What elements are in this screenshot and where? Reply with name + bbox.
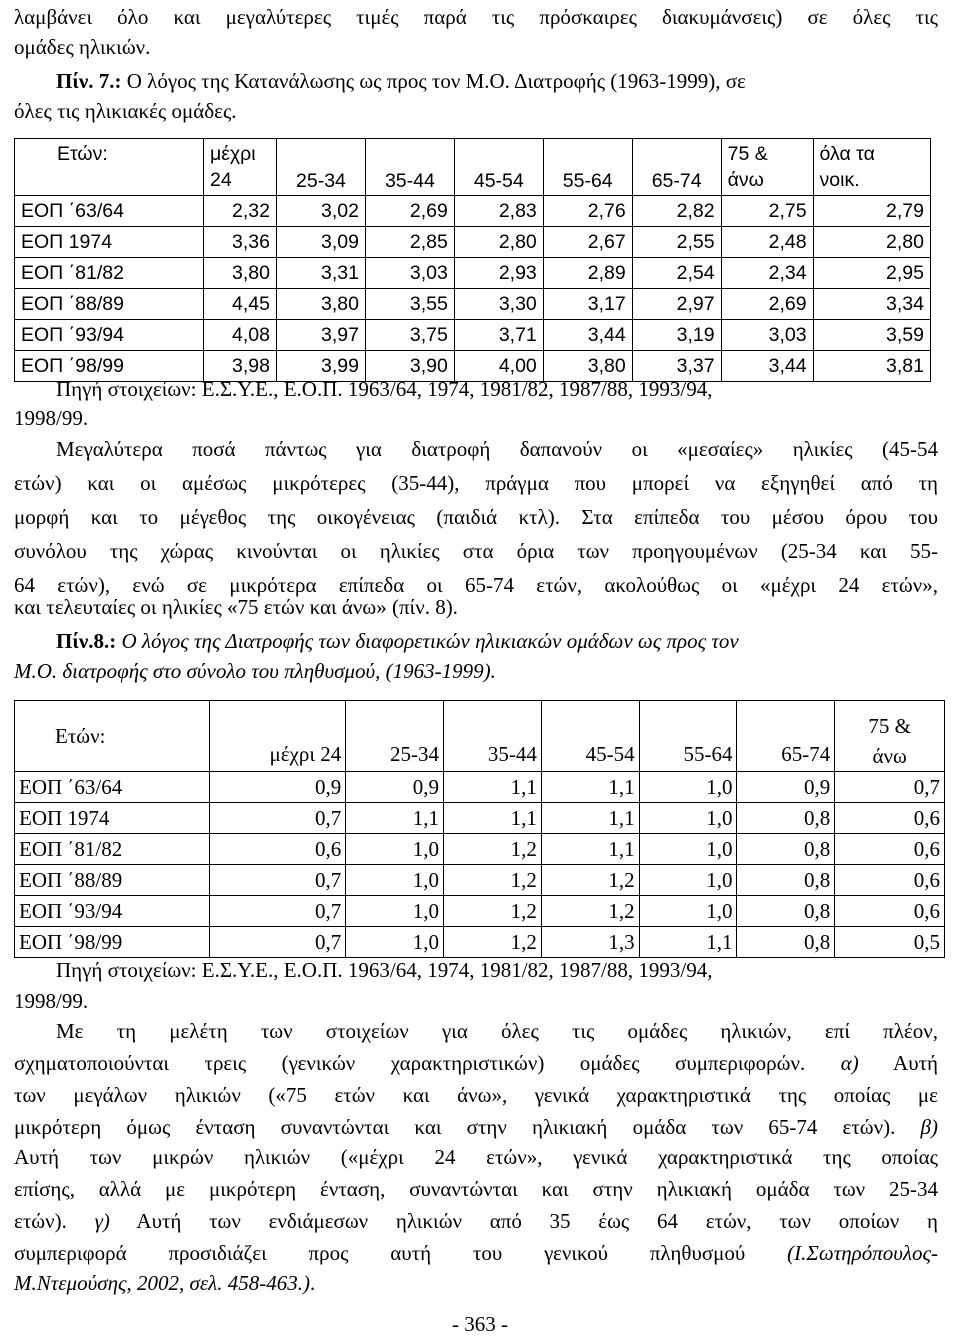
row-label-cell: ΕΟΠ ΄98/99: [15, 927, 210, 958]
row-label-cell: ΕΟΠ ΄81/82: [15, 258, 204, 289]
value-cell: 0,8: [737, 834, 835, 865]
value-cell: 1,0: [639, 834, 737, 865]
value-cell: 1,2: [444, 896, 542, 927]
value-cell: 2,95: [813, 258, 930, 289]
value-cell: 3,34: [813, 289, 930, 320]
header-cell: 35-44: [365, 139, 454, 196]
value-cell: 3,44: [543, 320, 632, 351]
value-cell: 2,55: [632, 227, 721, 258]
value-cell: 3,36: [204, 227, 277, 258]
value-cell: 0,9: [346, 772, 444, 803]
table-row: [15, 927, 945, 958]
header-cell: 65-74: [737, 701, 835, 772]
body-line: Με τη μελέτη των στοιχείων για όλες τις ομάδες ηλικιών, επί πλέον,: [56, 1019, 938, 1043]
body-text: μικρότερη όμως ένταση συναντώνται και στην ηλικιακή ομάδα των 65-74 ετών).: [14, 1115, 896, 1139]
list-marker: β): [920, 1115, 938, 1139]
value-cell: 0,6: [210, 834, 346, 865]
body-line: [14, 1206, 938, 1236]
row-label-cell: ΕΟΠ ΄63/64: [15, 196, 204, 227]
body-line: [14, 1268, 315, 1298]
table-caption-line2: [14, 656, 496, 686]
value-cell: 2,34: [721, 258, 813, 289]
table-row: [15, 289, 931, 320]
value-cell: 0,7: [210, 803, 346, 834]
body-line: λαμβάνει όλο και μεγαλύτερες τιμές παρά τις πρόσκαιρες διακυμάνσεις) σε όλες τις: [14, 5, 938, 29]
header-cell: [204, 139, 277, 196]
value-cell: 2,85: [365, 227, 454, 258]
row-label-cell: ΕΟΠ ΄93/94: [15, 896, 210, 927]
body-line: [14, 1112, 938, 1142]
header-cell: 25-34: [277, 139, 366, 196]
value-cell: 1,0: [346, 896, 444, 927]
list-marker: γ): [94, 1209, 110, 1233]
body-text: συμπεριφορά προσιδιάζει προς αυτή του γενικού πληθυσμού: [14, 1241, 746, 1265]
value-cell: 2,80: [454, 227, 543, 258]
value-cell: 0,5: [835, 927, 945, 958]
value-cell: 0,7: [210, 896, 346, 927]
row-label-cell: ΕΟΠ ΄93/94: [15, 320, 204, 351]
row-label-cell: ΕΟΠ 1974: [15, 227, 204, 258]
caption-label: Πίν. 7.:: [56, 69, 122, 93]
header-cell: 55-64: [543, 139, 632, 196]
value-cell: 2,48: [721, 227, 813, 258]
value-cell: 3,09: [277, 227, 366, 258]
value-cell: 3,37: [632, 351, 721, 382]
value-cell: 3,17: [543, 289, 632, 320]
caption-text: Ο λόγος της Διατροφής των διαφορετικών ηλικιακών ομάδων ως προς τον: [116, 629, 739, 653]
value-cell: 0,6: [835, 803, 945, 834]
value-cell: 1,1: [639, 927, 737, 958]
table-header-row: [15, 139, 931, 196]
value-cell: 1,0: [639, 803, 737, 834]
header-cell: μέχρι 24: [210, 701, 346, 772]
value-cell: 2,80: [813, 227, 930, 258]
value-cell: 1,1: [444, 772, 542, 803]
header-cell: [721, 139, 813, 196]
body-line: [14, 1238, 938, 1268]
list-marker: α): [840, 1051, 859, 1075]
body-line: επίσης, αλλά με μικρότερη ένταση, συναντώνται και στην ηλικιακή ομάδα των 25-34: [14, 1177, 938, 1201]
value-cell: 1,0: [639, 865, 737, 896]
value-cell: 4,00: [454, 351, 543, 382]
value-cell: 0,6: [835, 896, 945, 927]
page-number: - 363 -: [452, 1312, 508, 1336]
value-cell: 2,89: [543, 258, 632, 289]
body-line: Αυτή των μικρών ηλικιών («μέχρι 24 ετών», γενικά χαρακτηριστικά της οποίας: [14, 1145, 938, 1169]
value-cell: 3,97: [277, 320, 366, 351]
row-label-cell: ΕΟΠ ΄63/64: [15, 772, 210, 803]
table-row: [15, 772, 945, 803]
value-cell: 0,6: [835, 834, 945, 865]
value-cell: 0,7: [210, 865, 346, 896]
value-cell: 3,80: [543, 351, 632, 382]
value-cell: 1,1: [541, 834, 639, 865]
table-row: [15, 803, 945, 834]
body-text: .: [309, 1271, 316, 1295]
value-cell: 2,69: [721, 289, 813, 320]
value-cell: 0,8: [737, 865, 835, 896]
caption-text: Ο λόγος της Κατανάλωσης ως προς τον Μ.Ο. Διατροφής (1963-1999), σε: [121, 69, 746, 93]
value-cell: 2,32: [204, 196, 277, 227]
row-label-cell: ΕΟΠ ΄88/89: [15, 865, 210, 896]
row-label-cell: ΕΟΠ ΄88/89: [15, 289, 204, 320]
value-cell: 3,81: [813, 351, 930, 382]
value-cell: 3,31: [277, 258, 366, 289]
header-cell-text: όλα τα νοικ.: [819, 143, 875, 191]
value-cell: 1,0: [639, 896, 737, 927]
source-line: 1998/99.: [14, 989, 89, 1013]
table-caption: [56, 626, 739, 656]
table-row: [15, 258, 931, 289]
value-cell: 3,30: [454, 289, 543, 320]
source-line: Πηγή στοιχείων: Ε.Σ.Υ.Ε., Ε.Ο.Π. 1963/64, 1974, 1981/82, 1987/88, 1993/94,: [56, 958, 713, 982]
value-cell: 1,2: [541, 896, 639, 927]
source-line: 1998/99.: [14, 406, 89, 430]
value-cell: 0,9: [210, 772, 346, 803]
body-text: Αυτή των ενδιάμεσων ηλικιών από 35 έως 64 ετών, των οποίων η: [109, 1209, 938, 1233]
header-cell: 45-54: [541, 701, 639, 772]
value-cell: 3,75: [365, 320, 454, 351]
value-cell: 1,2: [444, 865, 542, 896]
value-cell: 1,1: [444, 803, 542, 834]
header-cell: 65-74: [632, 139, 721, 196]
header-cell-text: 75 & άνω: [868, 714, 911, 768]
caption-label: Πίν.8.:: [56, 629, 117, 653]
value-cell: 3,02: [277, 196, 366, 227]
value-cell: 1,1: [346, 803, 444, 834]
header-cell: [813, 139, 930, 196]
value-cell: 3,59: [813, 320, 930, 351]
caption-text: Μ.Ο. διατροφής στο σύνολο του πληθυσμού, (1963-1999).: [14, 659, 496, 683]
table-row: [15, 834, 945, 865]
body-text: σχηματοποιούνται τρεις (γενικών χαρακτηριστικών) ομάδες συμπεριφορών.: [14, 1051, 806, 1075]
value-cell: 0,6: [835, 865, 945, 896]
value-cell: 2,83: [454, 196, 543, 227]
value-cell: 3,44: [721, 351, 813, 382]
citation: (Ι.Σωτηρόπουλος-: [787, 1241, 938, 1265]
consumption-ratio-table: [14, 138, 931, 382]
row-label-cell: ΕΟΠ 1974: [15, 803, 210, 834]
value-cell: 2,69: [365, 196, 454, 227]
table-caption-line2: όλες τις ηλικιακές ομάδες.: [14, 99, 237, 123]
table-row: [15, 227, 931, 258]
value-cell: 1,2: [444, 834, 542, 865]
value-cell: 1,0: [346, 865, 444, 896]
value-cell: 0,7: [835, 772, 945, 803]
value-cell: 1,3: [541, 927, 639, 958]
value-cell: 3,03: [365, 258, 454, 289]
header-cell: [835, 701, 945, 772]
value-cell: 0,9: [737, 772, 835, 803]
row-label-cell: ΕΟΠ ΄81/82: [15, 834, 210, 865]
value-cell: 1,2: [541, 865, 639, 896]
body-text: Αυτή: [858, 1051, 939, 1075]
header-cell: 45-54: [454, 139, 543, 196]
value-cell: 3,80: [277, 289, 366, 320]
table-caption: [56, 66, 746, 96]
header-cell: 25-34: [346, 701, 444, 772]
citation: Μ.Ντεμούσης, 2002, σελ. 458-463.): [14, 1271, 310, 1295]
table-row: [15, 896, 945, 927]
value-cell: 2,93: [454, 258, 543, 289]
row-label-cell: ΕΟΠ ΄98/99: [15, 351, 204, 382]
source-line: Πηγή στοιχείων: Ε.Σ.Υ.Ε., Ε.Ο.Π. 1963/64, 1974, 1981/82, 1987/88, 1993/94,: [56, 377, 713, 401]
value-cell: 0,8: [737, 896, 835, 927]
table-header-row: [15, 701, 945, 772]
header-cell-text: 75 & άνω: [727, 143, 768, 191]
value-cell: 1,1: [541, 772, 639, 803]
value-cell: 0,8: [737, 927, 835, 958]
value-cell: 1,1: [541, 803, 639, 834]
table-row: [15, 196, 931, 227]
value-cell: 3,55: [365, 289, 454, 320]
value-cell: 3,19: [632, 320, 721, 351]
nutrition-ratio-table: [14, 700, 945, 958]
table-row: [15, 865, 945, 896]
body-line: συνόλου της χώρας κινούνται οι ηλικίες στα όρια των προηγουμένων (25-34 και 55-: [14, 539, 938, 563]
table-row: [15, 320, 931, 351]
value-cell: 3,71: [454, 320, 543, 351]
value-cell: 3,90: [365, 351, 454, 382]
body-line: ετών) και οι αμέσως μικρότερες (35-44), πράγμα που μπορεί να εξηγηθεί από τη: [14, 471, 938, 495]
value-cell: 2,76: [543, 196, 632, 227]
body-line: [14, 1048, 938, 1078]
value-cell: 2,75: [721, 196, 813, 227]
value-cell: 1,0: [346, 927, 444, 958]
value-cell: 3,03: [721, 320, 813, 351]
header-cell: 35-44: [444, 701, 542, 772]
body-line: μορφή και το μέγεθος της οικογένειας (παιδιά κτλ). Στα επίπεδα του μέσου όρου του: [14, 505, 938, 529]
header-cell: 55-64: [639, 701, 737, 772]
value-cell: 0,7: [210, 927, 346, 958]
header-cell: Ετών:: [15, 139, 204, 196]
body-line: ομάδες ηλικιών.: [14, 35, 151, 59]
header-cell: Ετών:: [15, 701, 210, 772]
value-cell: 2,54: [632, 258, 721, 289]
header-cell-text: μέχρι 24: [210, 143, 256, 191]
body-text: ετών).: [14, 1209, 67, 1233]
value-cell: 2,79: [813, 196, 930, 227]
value-cell: 1,0: [639, 772, 737, 803]
value-cell: 1,2: [444, 927, 542, 958]
value-cell: 1,0: [346, 834, 444, 865]
value-cell: 0,8: [737, 803, 835, 834]
value-cell: 3,80: [204, 258, 277, 289]
value-cell: 3,98: [204, 351, 277, 382]
value-cell: 4,45: [204, 289, 277, 320]
value-cell: 3,99: [277, 351, 366, 382]
value-cell: 2,82: [632, 196, 721, 227]
value-cell: 4,08: [204, 320, 277, 351]
value-cell: 2,67: [543, 227, 632, 258]
body-line: και τελευταίες οι ηλικίες «75 ετών και άνω» (πίν. 8).: [14, 595, 458, 619]
body-line: Μεγαλύτερα ποσά πάντως για διατροφή δαπανούν οι «μεσαίες» ηλικίες (45-54: [56, 437, 938, 461]
body-line: 64 ετών), ενώ σε μικρότερα επίπεδα οι 65-74 ετών, ακολούθως οι «μέχρι 24 ετών»,: [14, 573, 938, 597]
value-cell: 2,97: [632, 289, 721, 320]
body-line: των μεγάλων ηλικιών («75 ετών και άνω», γενικά χαρακτηριστικά της οποίας με: [14, 1083, 938, 1107]
